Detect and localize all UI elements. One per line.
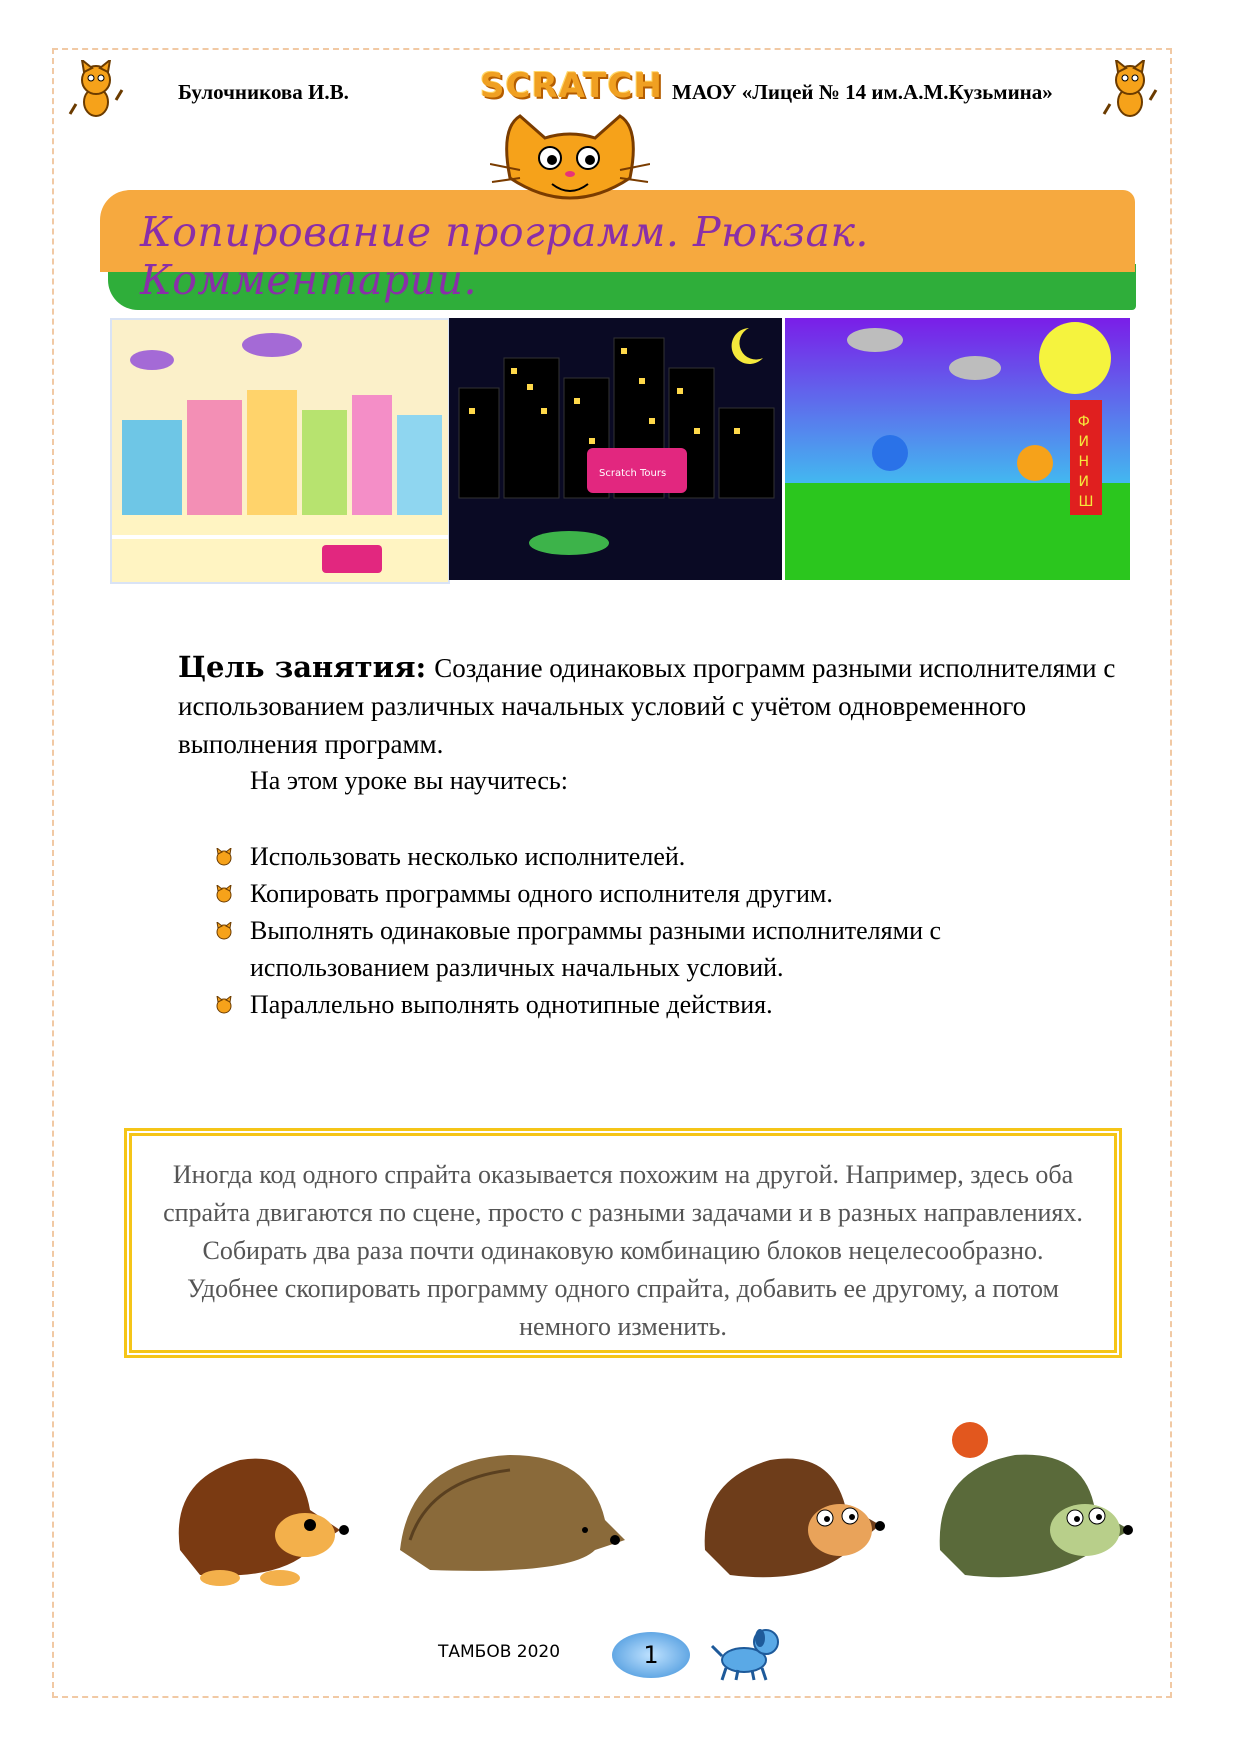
learning-outcomes-list (210, 838, 1090, 1023)
lesson-goal (178, 648, 1168, 763)
learn-intro: На этом уроке вы научитесь: (250, 766, 569, 795)
list-item (210, 986, 1090, 1023)
finish-letter: Ш (1078, 494, 1094, 510)
list-item (210, 838, 1090, 875)
bus-sign: Scratch Tours (599, 468, 667, 479)
svg-text:Ф И Н И (1078, 414, 1095, 510)
hedgehog-with-apple-illustration (925, 1410, 1135, 1590)
goal-text: Создание одинаковых программ разными исполнителями с использованием различных начальных условий с учётом одновременного выполнения программ. (178, 653, 1116, 759)
cat-bullet-icon (212, 885, 236, 903)
list-item-text: Выполнять одинаковые программы разными исполнителями с использованием различных начальных условий. (250, 916, 942, 982)
cat-face-icon (490, 108, 650, 208)
dog-icon (710, 1622, 786, 1682)
page-title: Копирование программ. Рюкзак. Комментарии. (140, 208, 869, 304)
scratch-cat-icon (1102, 60, 1158, 124)
page-number: 1 (612, 1632, 690, 1678)
city-day-scene (112, 320, 448, 582)
finish-letter: И (1078, 474, 1090, 490)
finish-letter: Ф (1077, 414, 1090, 430)
city-night-scene (449, 318, 782, 580)
finish-letter: Н (1078, 454, 1090, 470)
note-text: Иногда код одного спрайта оказывается похожим на другой. Например, здесь оба спрайта двигаются по сцене, просто с разными задачами и в разных направлениях. Собирать два раза почти одинаковую комбинацию блоков нецелесообразно. Удобнее скопировать программу одного спрайта, добавить ее другому, а потом немного изменить. (163, 1160, 1083, 1341)
goal-label: Цель занятия: (178, 650, 427, 684)
school-name: МАОУ «Лицей № 14 им.А.М.Кузьмина» (672, 80, 1053, 104)
cat-bullet-icon (212, 848, 236, 866)
list-item-text: Использовать несколько исполнителей. (250, 842, 686, 871)
race-scene (785, 318, 1130, 580)
finish-letter: И (1078, 434, 1090, 450)
footer-city-year: ТАМБОВ 2020 (438, 1642, 561, 1662)
scratch-cat-icon (68, 60, 124, 124)
city-night-illustration (449, 318, 782, 580)
hedgehog-illustration (690, 1440, 890, 1590)
hedgehog-illustration (390, 1440, 630, 1590)
list-item-text: Копировать программы одного исполнителя другим. (250, 879, 833, 908)
note-box (124, 1128, 1122, 1358)
city-day-illustration (110, 318, 450, 584)
list-item-text: Параллельно выполнять однотипные действия. (250, 990, 773, 1019)
race-illustration (785, 318, 1130, 580)
cat-bullet-icon (212, 996, 236, 1014)
list-item (210, 875, 1090, 912)
cat-bullet-icon (212, 922, 236, 940)
hedgehog-illustration (160, 1440, 350, 1590)
scratch-logo: SCRATCH (480, 66, 663, 106)
list-item (210, 912, 1090, 986)
author-name: Булочникова И.В. (178, 80, 349, 104)
